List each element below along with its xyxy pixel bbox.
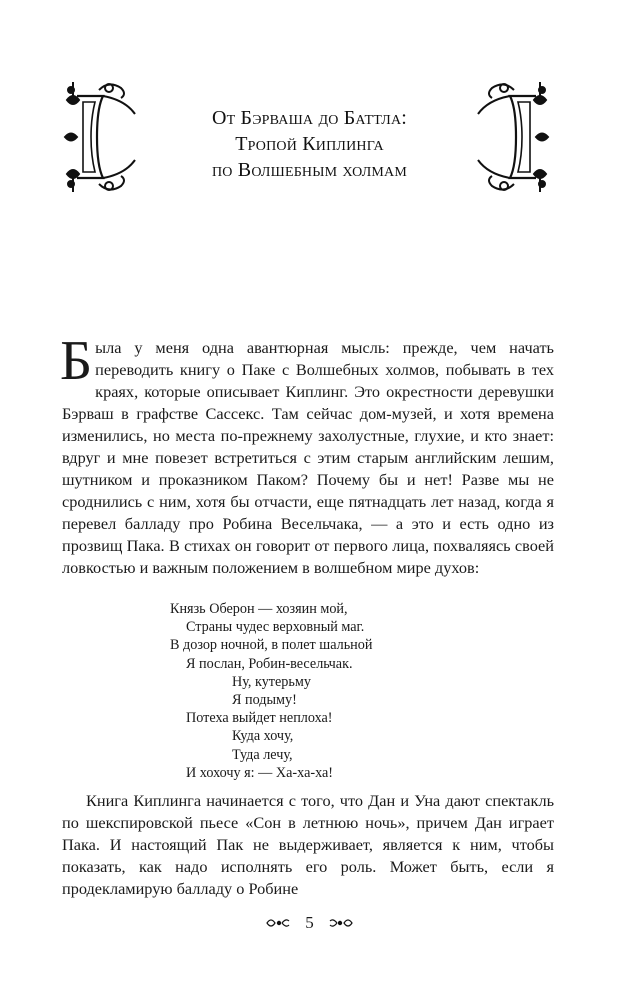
page-footer — [0, 912, 619, 933]
poem-line: Куда хочу, — [232, 728, 294, 745]
poem-line: И хохочу я: — Ха-ха-ха! — [186, 764, 334, 781]
poem-line: Туда лечу, — [232, 746, 293, 763]
right-frame-ornament-icon — [472, 78, 550, 196]
paragraph-1-text: ыла у меня одна авантюрная мысль: прежде, чем начать переводить книгу о Паке с Волшебных холмов, побывать в тех краях, которые описывает Киплинг. Это окрестности деревушки Бэрваш в графстве Сассекс. Там сейчас дом-музей, и хотя времена изменились, но места по-прежнему захолустные, глухие, и кто знает: вдруг и мне повезет встретиться с этим старым английским лешим, шутником и проказником Паком? Почему бы и нет! Разве мы не сроднились с ним, хотя бы отчасти, еще пятнадцать лет назад, когда я перевел балладу про Робина Весельчака, — а это и есть одно из прозвищ Пака. В стихах он говорит от первого лица, похваляясь своей ловкостью и важным положением в волшебном мире духов: — [62, 338, 554, 577]
chapter-heading — [150, 105, 469, 183]
poem-line: В дозор ночной, в полет шальной — [170, 637, 373, 654]
chapter-heading-line-1: От Бэрваша до Баттла: — [211, 107, 408, 129]
body-text-bottom — [62, 790, 554, 900]
body-text-top — [60, 330, 554, 579]
poem-line: Потеха выйдет неплоха! — [186, 710, 333, 727]
page-number: 5 — [305, 913, 314, 933]
poem-line: Князь Оберон — хозяин мой, — [170, 601, 348, 617]
poem-line: Я послан, Робин-весельчак. — [186, 655, 353, 672]
paragraph-1 — [60, 330, 554, 579]
fleuron-left-icon — [265, 916, 291, 930]
paragraph-2: Книга Киплинга начинается с того, что Дан и Уна дают спектакль по шекспировской пьесе «Сон в летнюю ночь», причем Дан играет Пака. И настоящий Пак не выдерживает, является к ним, чтобы показать, как надо исполнять его роль. Может быть, если я продекламирую балладу о Робине — [62, 791, 554, 898]
poem-line: Страны чудес верховный маг. — [186, 619, 365, 636]
drop-cap: Б — [60, 330, 93, 392]
left-frame-ornament-icon — [63, 78, 141, 196]
fleuron-right-icon — [328, 916, 354, 930]
chapter-heading-line-3: по Волшебным холмам — [211, 159, 408, 181]
chapter-heading-line-2: Тропой Киплинга — [235, 133, 384, 155]
poem-line: Я подыму! — [232, 692, 297, 709]
poem-stanza — [170, 600, 372, 782]
poem-line: Ну, кутерьму — [232, 673, 311, 690]
